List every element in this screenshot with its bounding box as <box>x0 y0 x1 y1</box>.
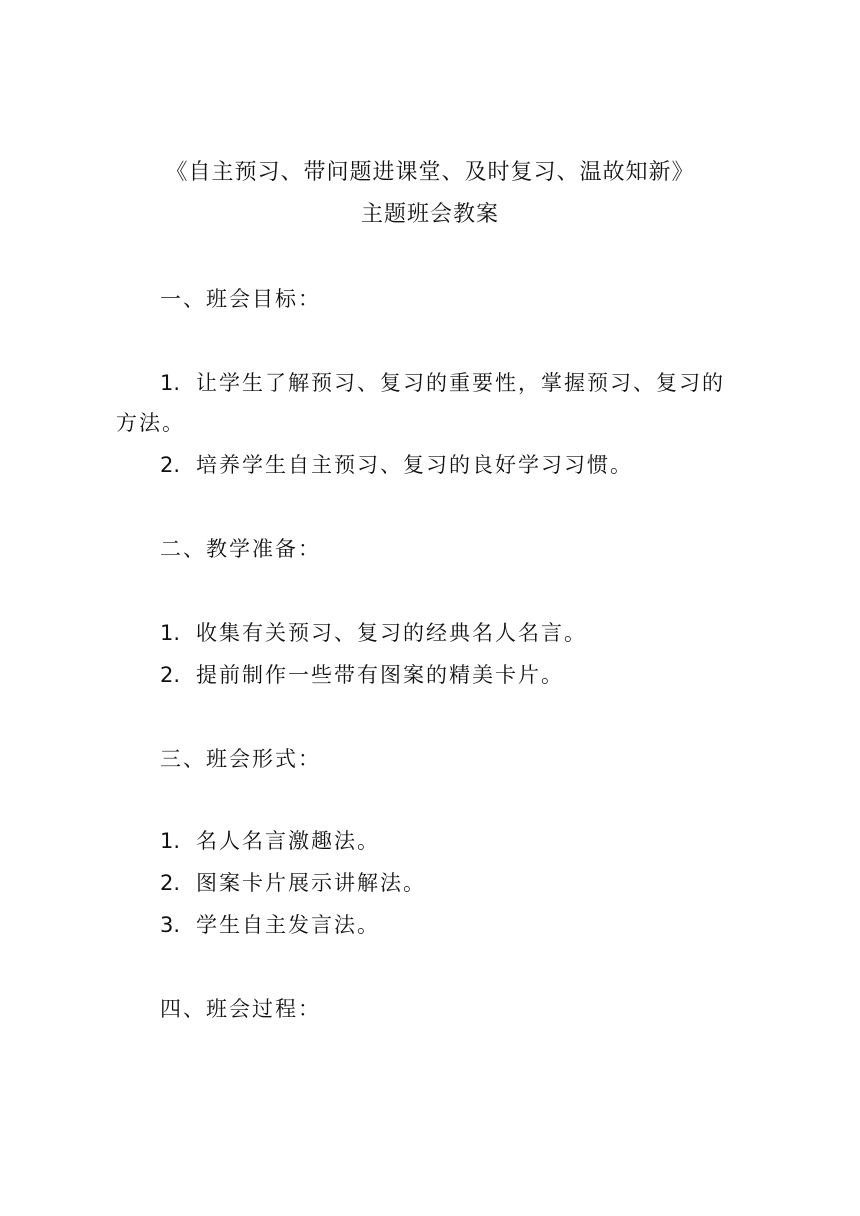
list-item <box>160 660 564 690</box>
section-heading-format: 三、班会形式： <box>160 747 321 771</box>
section-heading-process: 四、班会过程： <box>160 997 321 1021</box>
list-item-text: 图案卡片展示讲解法。 <box>196 871 426 895</box>
list-item <box>160 368 725 398</box>
list-item-number: 2. <box>160 663 181 687</box>
section-heading-goals: 一、班会目标： <box>160 287 321 311</box>
list-item <box>160 618 587 648</box>
list-item-number: 1. <box>160 829 181 853</box>
list-item-number: 2. <box>160 871 181 895</box>
list-item <box>160 910 380 940</box>
list-item-text: 让学生了解预习、复习的重要性，掌握预习、复习的 <box>196 371 725 395</box>
list-item-text: 提前制作一些带有图案的精美卡片。 <box>196 663 564 687</box>
document-title-line-1: 《自主预习、带问题进课堂、及时复习、温故知新》 <box>165 160 695 185</box>
list-item <box>160 868 426 898</box>
list-item-text: 学生自主发言法。 <box>196 913 380 937</box>
list-item-number: 2. <box>160 453 181 477</box>
list-item-number: 3. <box>160 913 181 937</box>
list-item-text: 名人名言激趣法。 <box>196 829 380 853</box>
list-item-number: 1. <box>160 371 181 395</box>
list-item-text: 培养学生自主预习、复习的良好学习习惯。 <box>196 453 633 477</box>
section-heading-preparation: 二、教学准备： <box>160 537 321 561</box>
document-title-line-2: 主题班会教案 <box>360 202 499 227</box>
list-item-number: 1. <box>160 621 181 645</box>
list-item <box>160 826 380 856</box>
list-item <box>160 450 633 480</box>
list-item-text: 收集有关预习、复习的经典名人名言。 <box>196 621 587 645</box>
list-item-continuation: 方法。 <box>116 411 185 435</box>
